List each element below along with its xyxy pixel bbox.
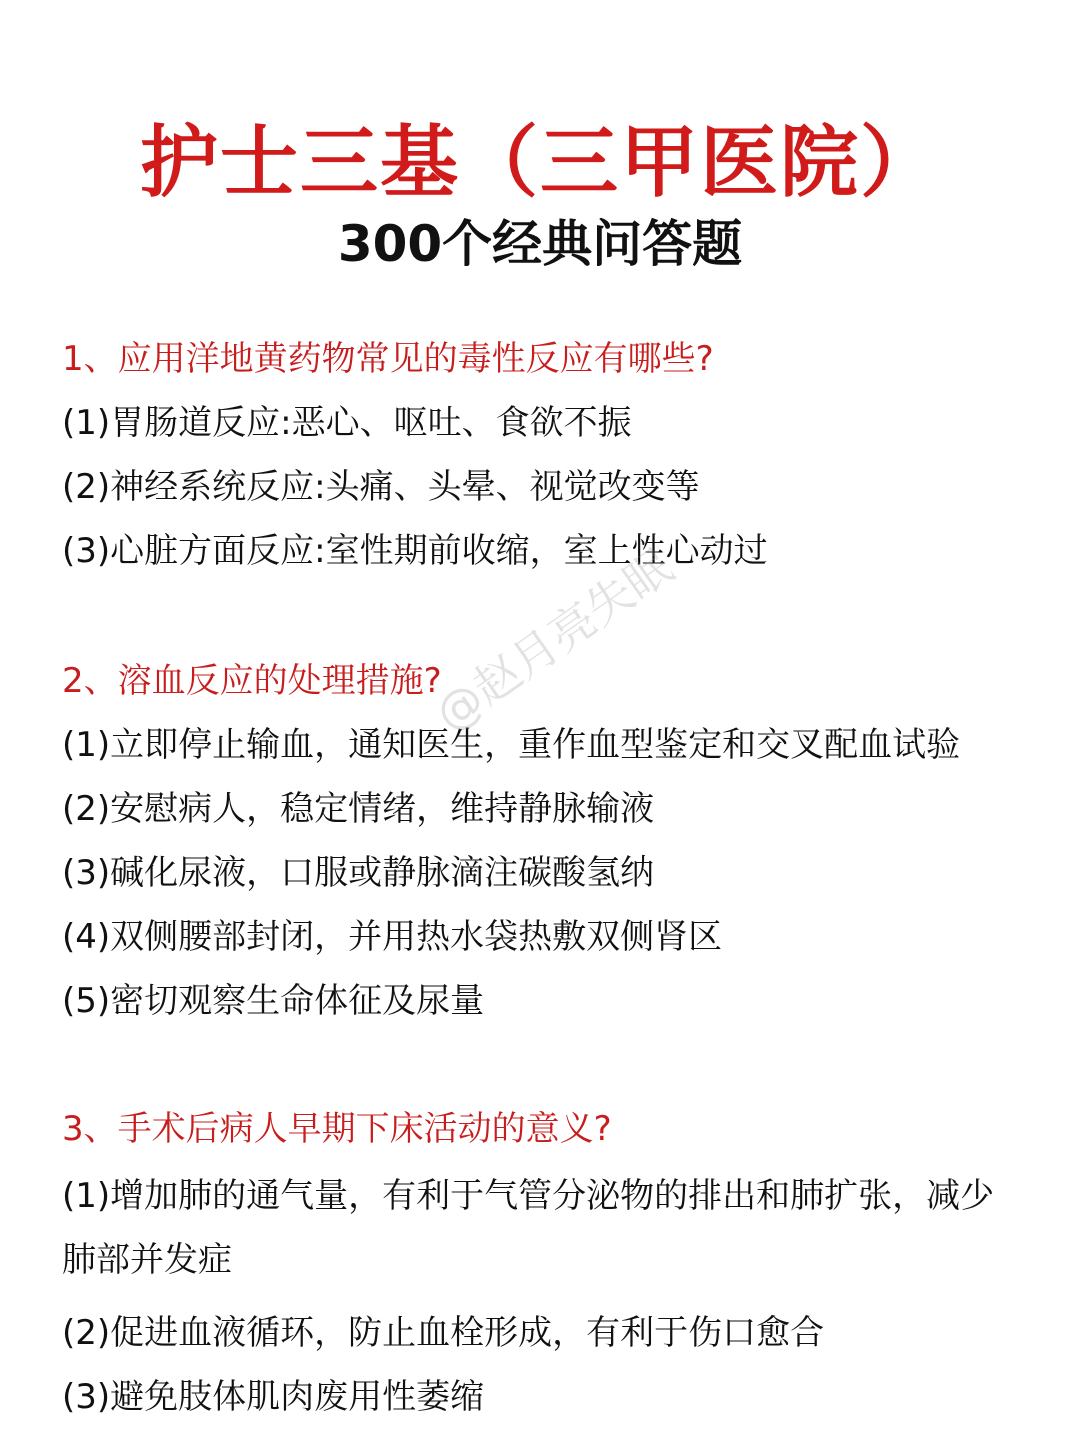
answer-item: (2)安慰病人，稳定情绪，维持静脉输液 bbox=[62, 789, 655, 829]
question-heading: 3、手术后病人早期下床活动的意义? bbox=[62, 1109, 612, 1149]
answer-item: (1)增加肺的通气量，有利于气管分泌物的排出和肺扩张，减少肺部并发症 bbox=[62, 1176, 995, 1280]
question-section-3 bbox=[62, 1106, 1022, 1420]
answer-item: (4)双侧腰部封闭，并用热水袋热敷双侧肾区 bbox=[62, 917, 723, 957]
answer-item: (5)密切观察生命体征及尿量 bbox=[62, 981, 485, 1021]
answer-item: (3)碱化尿液，口服或静脉滴注碳酸氢纳 bbox=[62, 853, 655, 893]
answer-item: (2)神经系统反应:头痛、头晕、视觉改变等 bbox=[62, 467, 700, 507]
question-heading: 2、溶血反应的处理措施? bbox=[62, 661, 442, 701]
page-subtitle: 300个经典问答题 bbox=[337, 215, 743, 273]
answer-item: (3)心脏方面反应:室性期前收缩，室上性心动过 bbox=[62, 531, 768, 571]
question-section-1 bbox=[62, 336, 1022, 574]
answer-item: (1)胃肠道反应:恶心、呕吐、食欲不振 bbox=[62, 403, 632, 443]
question-section-2 bbox=[62, 658, 1022, 1024]
answer-item: (1)立即停止输血，通知医生，重作血型鉴定和交叉配血试验 bbox=[62, 725, 961, 765]
answer-item: (3)避免肢体肌肉废用性萎缩 bbox=[62, 1377, 485, 1417]
answer-item: (2)促进血液循环，防止血栓形成，有利于伤口愈合 bbox=[62, 1313, 825, 1353]
page-title: 护士三基（三甲医院） bbox=[139, 118, 940, 208]
watermark-text: @赵月亮失眠 bbox=[425, 539, 683, 742]
question-heading: 1、应用洋地黄药物常见的毒性反应有哪些? bbox=[62, 339, 714, 379]
